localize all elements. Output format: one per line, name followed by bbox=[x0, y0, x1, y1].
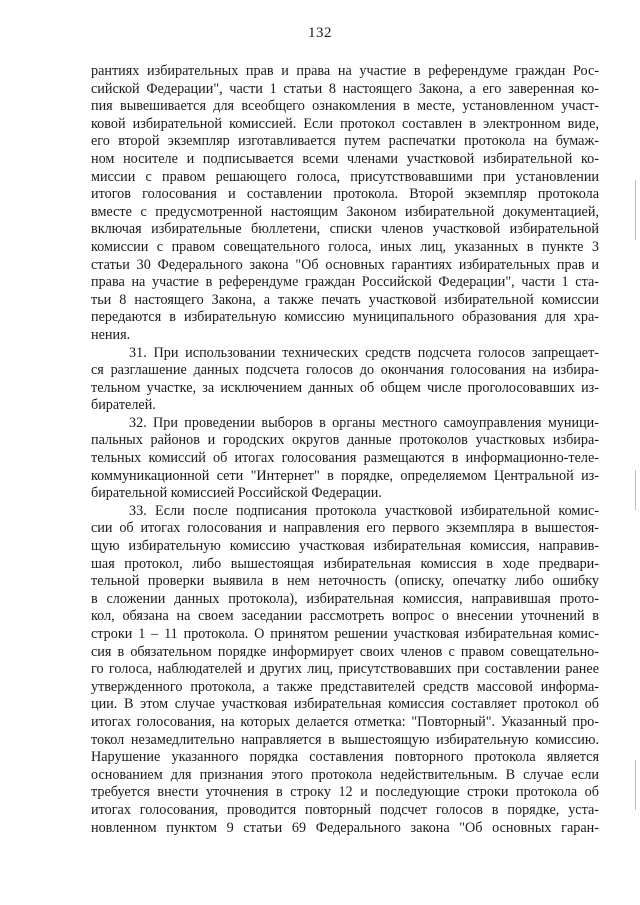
text-line: новленном пунктом 9 статьи 69 Федерального закона "Об основных гаран- bbox=[91, 819, 599, 836]
text-line: тельном участке, за исключением данных об общем числе проголосовавших из- bbox=[91, 379, 599, 396]
text-line: рантиях избирательных прав и права на участие в референдуме граждан Рос- bbox=[91, 63, 599, 79]
text-line: ции. В этом случае участковая избирательная комиссия составляет протокол об bbox=[91, 696, 599, 713]
text-line: сии об итогах голосования и направления его первого экземпляра в вышестоя- bbox=[91, 520, 599, 537]
text-line: итогах голосования, на которых делается отметка: "Повторный". Указанный про- bbox=[91, 713, 599, 730]
text-line: основанием для признания этого протокола недействительным. В случае если bbox=[91, 766, 599, 783]
text-line: права на участие в референдуме граждан Российской Федерации", части 1 ста- bbox=[91, 274, 599, 291]
text-line: строки 1 – 11 протокола. О принятом решении участковая избирательная комис- bbox=[91, 626, 599, 642]
text-line: бирателей. bbox=[91, 397, 156, 414]
text-line: бирательной комиссией Российской Федерации. bbox=[91, 485, 382, 502]
text-line: шая протокол, либо вышестоящая избирательная комиссия в ходе предвари- bbox=[91, 555, 599, 572]
paragraph-33-start: 33. Если после подписания протокола участковой избирательной комис- bbox=[129, 502, 599, 519]
text-line: коммуникационной сети "Интернет" в порядке, определяемом Центральной из- bbox=[91, 467, 599, 484]
text-line: ся разглашение данных подсчета голосов до окончания голосования на избира- bbox=[91, 362, 599, 379]
text-line: итогах голосования, проводится повторный подсчет голосов в порядке, уста- bbox=[91, 801, 599, 818]
text-line: комиссии с правом совещательного голоса, иных лиц, указанных в пункте 3 bbox=[91, 238, 599, 255]
text-line: пия вывешивается для всеобщего ознакомления в месте, установленном участ- bbox=[91, 98, 599, 115]
text-line: сийской Федерации", части 1 статьи 8 настоящего Закона, а его заверенная ко- bbox=[91, 80, 599, 97]
text-line: итогов голосования и составлении протокола. Второй экземпляр протокола bbox=[91, 186, 599, 203]
text-line: утвержденного протокола, а также представителей средств массовой информа- bbox=[91, 678, 599, 695]
text-line: в сложении данных протокола), избирательная комиссия, направившая прото- bbox=[91, 590, 599, 607]
paragraph-31-start: 31. При использовании технических средств подсчета голосов запрещает- bbox=[129, 344, 599, 361]
text-line: передаются в избирательную комиссию муниципального образования для хра- bbox=[91, 309, 599, 326]
text-line: включая избирательные бюллетени, списки членов участковой избирательной bbox=[91, 221, 599, 238]
paragraph-32-start: 32. При проведении выборов в органы местного самоуправления муници- bbox=[129, 414, 599, 431]
text-line: его второй экземпляр изготавливается путем распечатки протокола на бумаж- bbox=[91, 133, 599, 150]
text-line: токол незамедлительно направляется в вышестоящую избирательную комиссию. bbox=[91, 731, 599, 748]
text-line: щую избирательную комиссию участковая избирательная комиссия, направив- bbox=[91, 538, 599, 555]
text-line: миссии с правом решающего голоса, присутствовавшими при установлении bbox=[91, 168, 599, 185]
text-line: тельных комиссий об итогах голосования размещаются в информационно-теле- bbox=[91, 450, 599, 467]
text-line: нения. bbox=[91, 326, 131, 343]
text-line: тельной проверки выявила в нем неточность (описку, опечатку либо ошибку bbox=[91, 573, 599, 590]
text-line: тьи 8 настоящего Закона, а также печать участковой избирательной комиссии bbox=[91, 291, 599, 308]
text-line: Нарушение указанного порядка составления повторного протокола является bbox=[91, 749, 599, 766]
text-line: пальных районов и городских округов данные протоколов участковых избира- bbox=[91, 432, 599, 449]
page-number: 132 bbox=[308, 25, 332, 41]
scan-edge-mark bbox=[635, 180, 636, 240]
text-line: го голоса, наблюдателей и других лиц, присутствовавших при составлении ранее bbox=[91, 661, 599, 678]
scan-edge-mark bbox=[635, 470, 636, 510]
text-line: ковой избирательной комиссией. Если протокол составлен в электронном виде, bbox=[91, 115, 599, 132]
text-line: сия в обязательном порядке информирует своих членов с правом совещательно- bbox=[91, 643, 599, 660]
document-body bbox=[91, 63, 599, 837]
text-line: требуется внести уточнения в строку 12 и последующие строки протокола об bbox=[91, 784, 599, 801]
scan-edge-mark bbox=[635, 760, 636, 810]
text-line: ном носителе и подписывается всеми членами участковой избирательной ко- bbox=[91, 150, 599, 167]
text-line: статьи 30 Федерального закона "Об основных гарантиях избирательных прав и bbox=[91, 256, 599, 273]
text-line: вместе с предусмотренной настоящим Законом избирательной документацией, bbox=[91, 203, 599, 220]
text-line: кол, обязана на своем заседании рассмотреть вопрос о внесении уточнений в bbox=[91, 608, 599, 625]
